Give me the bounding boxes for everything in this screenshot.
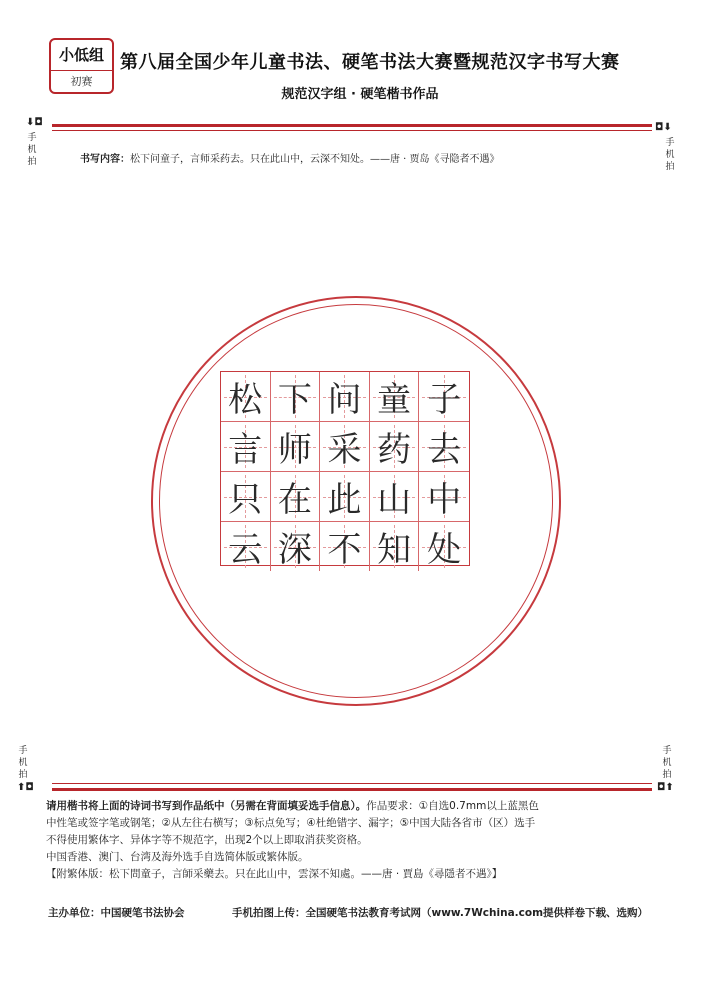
instructions-requirements: 作品要求：①自选0.7mm以上蓝黑色 bbox=[366, 800, 539, 812]
grid-cell: 师 bbox=[271, 422, 321, 472]
camera-down-icon-right-top: ◘⬇ bbox=[655, 122, 672, 133]
writing-content-line bbox=[80, 150, 640, 165]
instructions-lead: 请用楷书将上面的诗词书写到作品纸中（另需在背面填妥选手信息）。 bbox=[46, 800, 367, 812]
upload-info-text: 手机拍图上传：全国硬笔书法教育考试网（www.7Wchina.com提供样卷下载、选购） bbox=[232, 907, 649, 919]
grid-cell: 山 bbox=[370, 472, 420, 522]
page-subtitle: 规范汉字组 · 硬笔楷书作品 bbox=[281, 87, 439, 102]
phone-label-left-top: 手机拍 bbox=[27, 133, 37, 167]
grid-cell: 去 bbox=[419, 422, 469, 472]
camera-down-icon-left-top: ⬇◘ bbox=[26, 117, 43, 128]
phone-label-left-bottom: 手机拍 bbox=[18, 746, 28, 780]
phone-label-right-top: 手机拍 bbox=[665, 138, 675, 172]
writing-grid bbox=[220, 371, 470, 570]
grid-cell: 童 bbox=[370, 372, 420, 422]
page-title: 第八届全国少年儿童书法、硬笔书法大赛暨规范汉字书写大赛 bbox=[120, 52, 620, 73]
group-badge bbox=[49, 38, 114, 94]
phone-label-right-bottom: 手机拍 bbox=[662, 746, 672, 780]
writing-content-text: 松下问童子，言师采药去。只在此山中，云深不知处。——唐 · 贾岛《寻隐者不遇》 bbox=[130, 154, 500, 165]
grid-cell: 中 bbox=[419, 472, 469, 522]
instructions-line-2: 中性笔或签字笔或钢笔；②从左往右横写；③标点免写；④杜绝错字、漏字；⑤中国大陆各省市（区）选手 bbox=[46, 817, 536, 829]
grid-cell: 知 bbox=[370, 522, 420, 571]
grid-cell: 深 bbox=[271, 522, 321, 571]
grid-cell: 采 bbox=[320, 422, 370, 472]
bottom-rule-thick bbox=[52, 788, 652, 791]
grid-cell: 问 bbox=[320, 372, 370, 422]
writing-content-label: 书写内容： bbox=[80, 154, 130, 165]
grid-cell: 云 bbox=[221, 522, 271, 571]
instructions-traditional: 【附繁体版：松下問童子，言師采藥去。只在此山中，雲深不知處。——唐 · 賈島《尋隱者不遇》】 bbox=[46, 868, 503, 880]
instructions-line-4: 中国香港、澳门、台湾及海外选手自选简体版或繁体版。 bbox=[46, 851, 309, 863]
camera-up-icon-right-bottom: ◘⬆ bbox=[657, 782, 674, 793]
grid-cell: 不 bbox=[320, 522, 370, 571]
top-rule-thin bbox=[52, 130, 652, 131]
bottom-rule-thin bbox=[52, 783, 652, 784]
grid-cell: 此 bbox=[320, 472, 370, 522]
instructions-block bbox=[46, 798, 666, 883]
grid-cell: 在 bbox=[271, 472, 321, 522]
stage-label: 初赛 bbox=[70, 75, 93, 88]
instructions-line-3: 不得使用繁体字、异体字等不规范字，出现2个以上即取消获奖资格。 bbox=[46, 834, 368, 846]
group-label: 小低组 bbox=[51, 40, 112, 71]
camera-up-icon-left-bottom: ⬆◘ bbox=[17, 782, 34, 793]
grid-cell: 只 bbox=[221, 472, 271, 522]
organizer-text: 主办单位：中国硬笔书法协会 bbox=[48, 907, 185, 919]
top-rule-thick bbox=[52, 124, 652, 127]
grid-cell: 下 bbox=[271, 372, 321, 422]
grid-cell: 子 bbox=[419, 372, 469, 422]
grid-cell: 药 bbox=[370, 422, 420, 472]
grid-cell: 处 bbox=[419, 522, 469, 571]
grid-cell: 松 bbox=[221, 372, 271, 422]
grid-cell: 言 bbox=[221, 422, 271, 472]
